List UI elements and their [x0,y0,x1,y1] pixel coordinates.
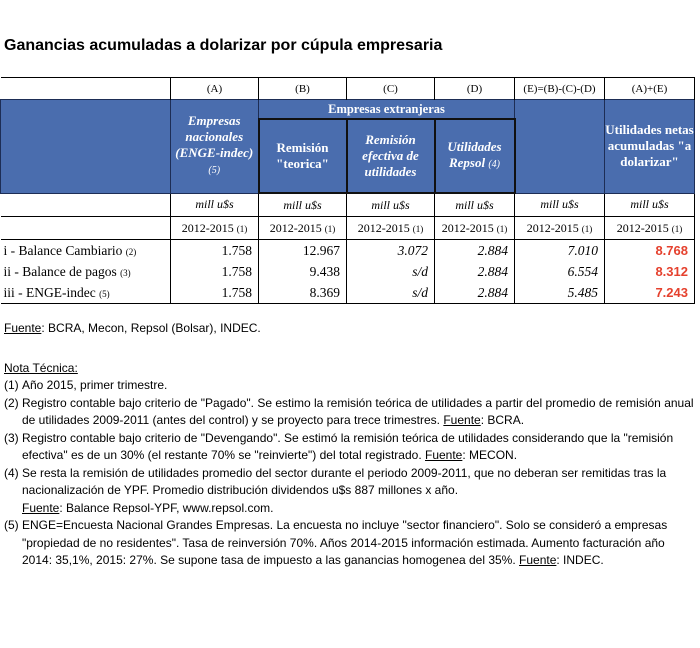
letter-e: (E)=(B)-(C)-(D) [515,78,605,100]
unit-e: mill u$s [515,193,605,217]
cell-e: 6.554 [515,261,605,282]
cell-c: s/d [347,261,435,282]
letter-c: (C) [347,78,435,100]
header-col-f: Utilidades netas acumuladas "a dolarizar" [605,100,695,194]
header-col-a: Empresas nacionales (ENGE-indec) (5) [171,100,259,194]
table-row [1,261,695,282]
unit-a: mill u$s [171,193,259,217]
cell-b: 9.438 [259,261,347,282]
cell-a: 1.758 [171,240,259,262]
period-e: 2012-2015 (1) [515,217,605,240]
header-col-b: Remisión "teorica" [259,119,347,193]
note-item: (1) Año 2015, primer trimestre. [4,378,168,392]
letter-b: (B) [259,78,347,100]
cell-b: 12.967 [259,240,347,262]
cell-c: 3.072 [347,240,435,262]
table-row [1,282,695,304]
note-item: (4) Se resta la remisión de utilidades promedio del sector durante el periodo 2009-2011, que no deberan ser remitidas tras la nacionalización de YPF. Promedio distribución dividendos u$s 887 millones x año. Fuente: Balance Repsol-YPF, www.repsol.com. [4,465,667,515]
unit-row [1,193,695,217]
period-b: 2012-2015 (1) [259,217,347,240]
cell-c: s/d [347,282,435,304]
letters-row [1,78,695,100]
row-label: ii - Balance de pagos (3) [1,261,171,282]
header-group-extranjeras: Empresas extranjeras [259,100,515,120]
notes-title: Nota Técnica: [4,360,78,375]
row-label: iii - ENGE-indec (5) [1,282,171,304]
source-line: Fuente: BCRA, Mecon, Repsol (Bolsar), INDEC. [4,321,261,335]
notes-section [4,320,694,570]
cell-a: 1.758 [171,282,259,304]
note-item: (3) Registro contable bajo criterio de "Devengando". Se estimó la remisión teórica de utilidades considerando que la "remisión efectiva" es de un 30% (el restante 70% se "reinvierte") del total registrado. Fuente: MECON. [4,430,674,462]
cell-b: 8.369 [259,282,347,304]
unit-b: mill u$s [259,193,347,217]
letter-a: (A) [171,78,259,100]
cell-f: 8.768 [605,240,695,262]
header-row-1 [1,100,695,120]
period-d: 2012-2015 (1) [435,217,515,240]
header-col-d: Utilidades Repsol (4) [435,119,515,193]
period-c: 2012-2015 (1) [347,217,435,240]
cell-a: 1.758 [171,261,259,282]
cell-d: 2.884 [435,240,515,262]
cell-e: 5.485 [515,282,605,304]
data-table [0,77,695,304]
unit-c: mill u$s [347,193,435,217]
period-a: 2012-2015 (1) [171,217,259,240]
letter-d: (D) [435,78,515,100]
note-item: (5) ENGE=Encuesta Nacional Grandes Empresas. La encuesta no incluye "sector financiero". Solo se consideró a empresas "propiedad de no residentes". Tasa de reinversión 70%. Años 2014-2015 información estimada. Aumento facturación año 2014: 35,1%, 2015: 27%. Se supone tasa de impuesto a las ganancias homogenea del 35%. Fuente: INDEC. [4,518,668,567]
unit-f: mill u$s [605,193,695,217]
cell-f: 8.312 [605,261,695,282]
header-col-c: Remisión efectiva de utilidades [347,119,435,193]
page-title: Ganancias acumuladas a dolarizar por cúpula empresaria [4,37,443,54]
period-row [1,217,695,240]
cell-e: 7.010 [515,240,605,262]
note-item: (2) Registro contable bajo criterio de "Pagado". Se estimo la remisión teórica de utilidades a partir del promedio de remisión anual de utilidades 2009-2011 (antes del control) y se proyecto para trece trimestres. Fuente: BCRA. [4,395,694,427]
letter-f: (A)+(E) [605,78,695,100]
unit-d: mill u$s [435,193,515,217]
table-row [1,240,695,262]
cell-d: 2.884 [435,282,515,304]
cell-d: 2.884 [435,261,515,282]
cell-f: 7.243 [605,282,695,304]
period-f: 2012-2015 (1) [605,217,695,240]
row-label: i - Balance Cambiario (2) [1,240,171,262]
